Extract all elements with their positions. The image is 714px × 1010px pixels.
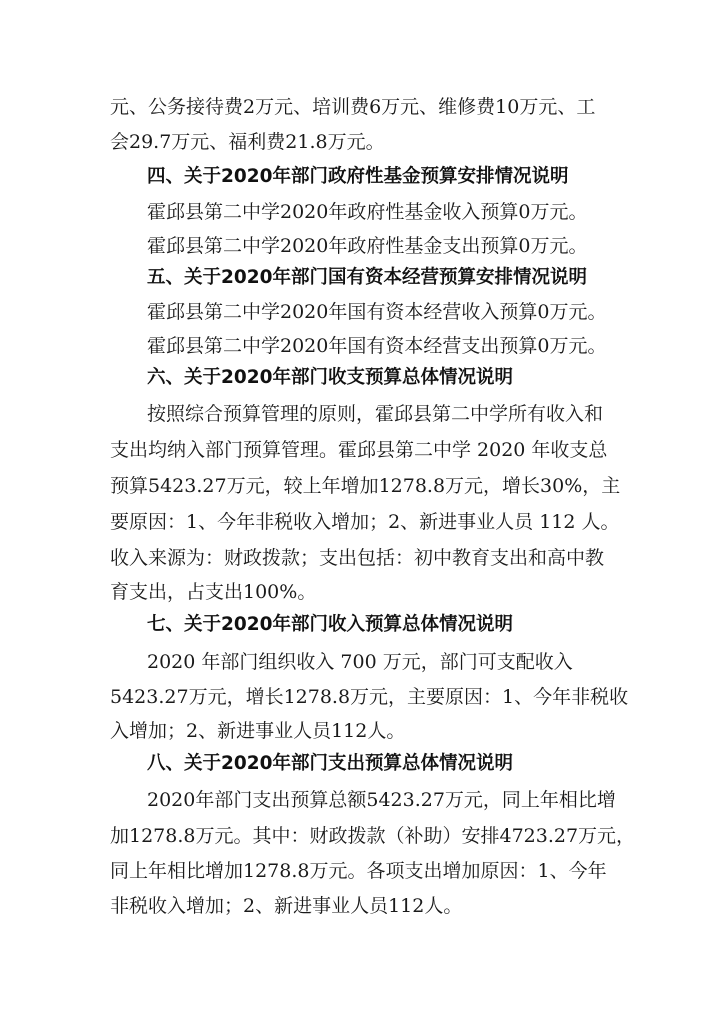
body-text-line: 加1278.8万元。其中：财政拨款（补助）安排4723.27万元， bbox=[110, 825, 636, 847]
body-text-line: 霍邱县第二中学2020年国有资本经营收入预算0万元。 bbox=[147, 301, 607, 323]
body-text-line: 要原因：1、今年非税收入增加；2、新进事业人员 112 人。 bbox=[110, 511, 620, 533]
body-text-line: 2020年部门支出预算总额5423.27万元，同上年相比增 bbox=[147, 789, 616, 811]
body-text-line: 入增加；2、新进事业人员112人。 bbox=[110, 720, 406, 742]
body-text-line: 5423.27万元，增长1278.8万元，主要原因：1、今年非税收 bbox=[110, 686, 629, 708]
body-text-line: 元、公务接待费2万元、培训费6万元、维修费10万元、工 bbox=[110, 96, 596, 118]
body-text-line: 按照综合预算管理的原则，霍邱县第二中学所有收入和 bbox=[147, 403, 604, 425]
body-text-line: 霍邱县第二中学2020年政府性基金收入预算0万元。 bbox=[147, 201, 588, 223]
body-text-line: 收入来源为：财政拨款；支出包括：初中教育支出和高中教 bbox=[110, 547, 605, 569]
body-text-line: 霍邱县第二中学2020年政府性基金支出预算0万元。 bbox=[147, 235, 588, 257]
section-heading-6: 六、关于2020年部门收支预算总体情况说明 bbox=[147, 367, 513, 388]
body-text-line: 育支出，占支出100%。 bbox=[110, 581, 317, 603]
body-text-line: 2020 年部门组织收入 700 万元，部门可支配收入 bbox=[147, 651, 573, 673]
section-heading-5: 五、关于2020年部门国有资本经营预算安排情况说明 bbox=[147, 267, 587, 288]
body-text-line: 会29.7万元、福利费21.8万元。 bbox=[110, 131, 385, 153]
body-text-line: 霍邱县第二中学2020年国有资本经营支出预算0万元。 bbox=[147, 335, 607, 357]
body-text-line: 预算5423.27万元，较上年增加1278.8万元，增长30%，主 bbox=[110, 475, 621, 497]
body-text-line: 支出均纳入部门预算管理。霍邱县第二中学 2020 年收支总 bbox=[110, 439, 608, 461]
body-text-line: 同上年相比增加1278.8万元。各项支出增加原因：1、今年 bbox=[110, 860, 607, 882]
section-heading-4: 四、关于2020年部门政府性基金预算安排情况说明 bbox=[147, 166, 569, 187]
body-text-line: 非税收入增加；2、新进事业人员112人。 bbox=[110, 895, 463, 917]
section-heading-7: 七、关于2020年部门收入预算总体情况说明 bbox=[147, 614, 513, 635]
section-heading-8: 八、关于2020年部门支出预算总体情况说明 bbox=[147, 753, 513, 774]
